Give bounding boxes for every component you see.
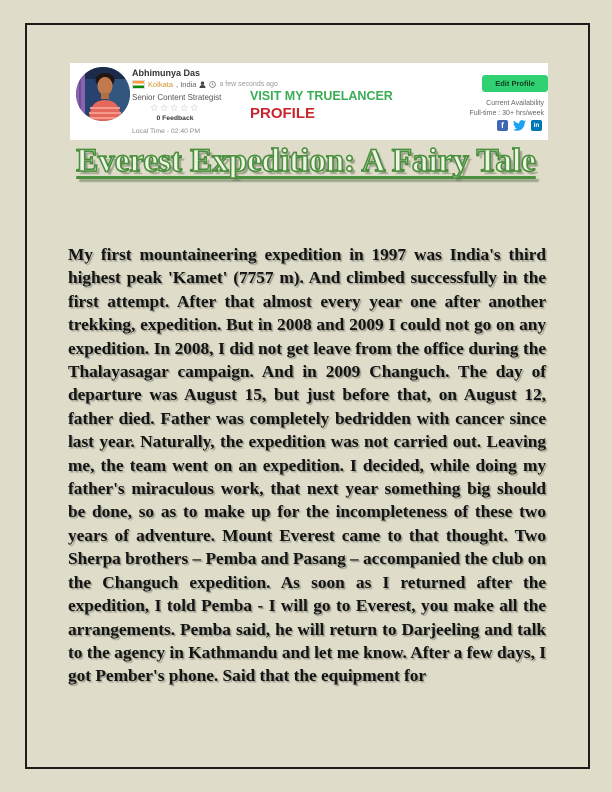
avatar — [76, 67, 130, 121]
profile-card — [70, 63, 548, 140]
facebook-icon[interactable]: f — [497, 120, 508, 131]
profile-name: Abhimunya Das — [132, 68, 201, 78]
india-flag-icon — [132, 80, 145, 89]
clock-icon — [209, 81, 216, 88]
availability-label: Current Availability — [486, 100, 544, 107]
visit-line2: PROFILE — [250, 105, 316, 123]
location-city-link[interactable]: Kolkata — [148, 80, 174, 89]
visit-profile-link[interactable] — [250, 89, 393, 123]
article-title: Everest Expedition: A Fairy Tale — [76, 143, 536, 179]
role-title: Senior Content Strategist — [132, 93, 222, 102]
edit-profile-button[interactable]: Edit Profile — [482, 75, 548, 92]
rating-stars: ☆☆☆☆☆ — [149, 103, 201, 114]
local-time: Local Time - 02:40 PM — [132, 128, 200, 135]
availability-block — [470, 99, 545, 118]
social-links — [497, 120, 542, 131]
linkedin-icon[interactable]: in — [531, 120, 542, 131]
location-row — [132, 80, 278, 89]
location-country: , India — [176, 80, 197, 89]
avatar-photo — [76, 67, 130, 121]
article-body: My first mountaineering expedition in 1997 was India's third highest peak 'Kamet' (7757 m). And climbed successfully in the first attempt. After that almost every year one after another trekking, expedition. But in 2008 and 2009 I could not go on any expedition. In 2008, I did not get leave from the office during the Thalayasagar campaign. And in 2009 Changuch. The day of departure was August 15, but just before that, on August 12, father died. Father was completely bedridden with cancer since last year. Naturally, the expedition was not carried out. Leaving me, the team went on an expedition. I decided, while doing my father's miraculous work, that next year something big should be done, so as to make up for the incompleteness of these two years of adventure. Mount Everest came to that thought. Two Sherpa brothers – Pemba and Pasang – accompanied the club on the Changuch expedition. As soon as I returned after the expedition, I told Pemba - I will go to Everest, you make all the arrangements. Pemba said, he will return to Darjeeling and talk to the agency in Kathmandu and let me know. After a few days, I got Pember's phone. Said that the equipment for — [68, 245, 546, 686]
twitter-icon[interactable] — [513, 120, 526, 131]
visit-line1: VISIT MY TRUELANCER — [250, 89, 393, 103]
user-icon — [199, 81, 206, 88]
time-ago: a few seconds ago — [219, 81, 278, 88]
availability-value: Full-time : 30+ hrs/week — [469, 109, 544, 117]
feedback-count: 0 Feedback — [156, 115, 194, 122]
